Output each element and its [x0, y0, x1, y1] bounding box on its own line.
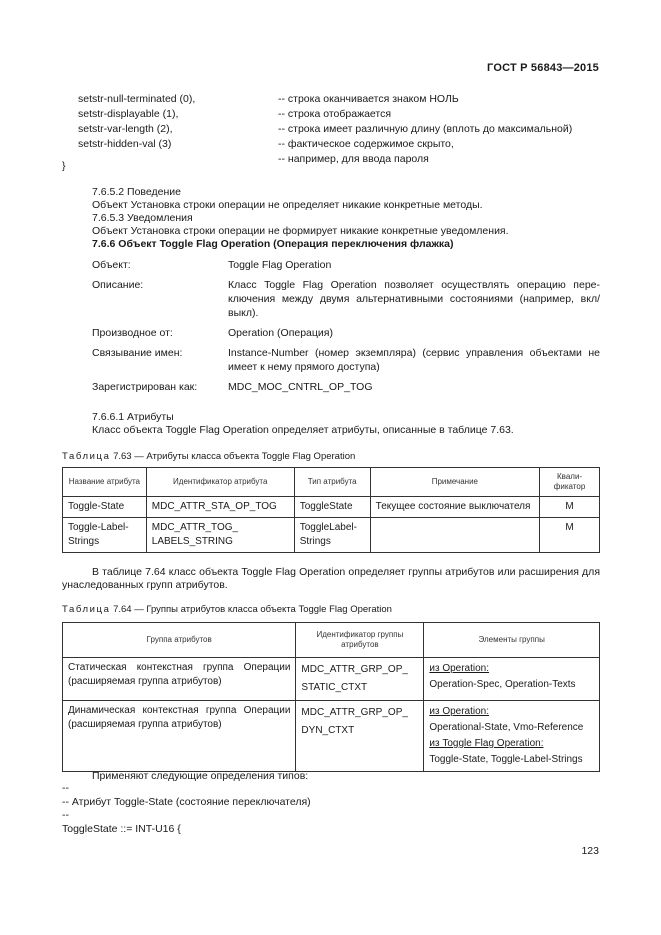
table-cell: Toggle-State	[63, 497, 147, 518]
section-heading-766: 7.6.6 Объект Toggle Flag Operation (Операция переключения флажка)	[92, 238, 454, 250]
group-id-cell: MDC_ATTR_GRP_OP_ STATIC_CTXT	[296, 658, 424, 701]
section-heading-7661: 7.6.6.1 Атрибуты	[92, 411, 174, 423]
code-comment: -- например, для ввода пароля	[278, 153, 429, 165]
definition-key: Связывание имен:	[92, 347, 183, 359]
code-identifier: setstr-null-terminated (0),	[78, 93, 196, 105]
code-close-brace: }	[62, 160, 66, 172]
group-element-line: из Toggle Flag Operation:	[429, 738, 544, 749]
table-7-64	[62, 622, 600, 772]
code-line: ToggleState ::= INT-U16 {	[62, 822, 181, 835]
table-row	[63, 658, 600, 701]
table-cell	[370, 518, 539, 553]
code-identifier: setstr-var-length (2),	[78, 123, 173, 135]
code-comment: -- строка имеет различную длину (вплоть до максимальной)	[278, 123, 573, 135]
column-header: Идентификатор группы атрибутов	[296, 623, 424, 658]
code-block-bottom	[62, 782, 311, 836]
definition-row	[92, 258, 600, 272]
table-cell: M	[540, 497, 600, 518]
definition-key: Описание:	[92, 279, 144, 291]
definition-value: Toggle Flag Operation	[228, 259, 332, 271]
table-cell: MDC_ATTR_TOG_ LABELS_STRING	[146, 518, 294, 553]
definition-value: Класс Toggle Flag Operation позволяет осуществлять операцию пере-ключения между двумя альтернативными состояниями (например, вкл/выкл).	[228, 279, 600, 319]
code-line	[62, 92, 602, 107]
table-cell: Текущее состояние выключателя	[370, 497, 539, 518]
code-line: --	[62, 809, 69, 821]
paragraph-764: В таблице 7.64 класс объекта Toggle Flag Operation определяет группы атрибутов или расширения для унаследованных групп атрибутов.	[62, 566, 600, 591]
column-header: Тип атрибута	[294, 468, 370, 497]
group-element-line: Operational-State, Vmo-Reference	[429, 722, 584, 733]
table63-caption: Таблица 7.63 — Атрибуты класса объекта Toggle Flag Operation	[62, 451, 356, 462]
column-header: Группа атрибутов	[63, 623, 296, 658]
table-cell: M	[540, 518, 600, 553]
table-cell: MDC_ATTR_STA_OP_TOG	[146, 497, 294, 518]
definition-key: Зарегистрирован как:	[92, 381, 198, 393]
definition-value: MDC_MOC_CNTRL_OP_TOG	[228, 381, 373, 393]
table-cell: ToggleState	[294, 497, 370, 518]
paragraph-types: Применяют следующие определения типов:	[92, 770, 309, 782]
group-name-cell: Статическая контекстная группа Операции (расширяемая группа атрибутов)	[63, 658, 296, 701]
table-cell: ToggleLabel-Strings	[294, 518, 370, 553]
column-header: Квали-фикатор	[540, 468, 600, 497]
table-row	[63, 518, 600, 553]
code-line	[62, 107, 602, 122]
definition-list	[92, 258, 600, 400]
definition-row	[92, 346, 600, 374]
section-text-7653: Объект Установка строки операции не формирует никакие конкретные уведомления.	[92, 225, 509, 237]
code-identifier: setstr-hidden-val (3)	[78, 138, 172, 150]
group-element-line: из Operation:	[429, 663, 490, 674]
code-comment: -- строка отображается	[278, 108, 392, 120]
definition-key: Производное от:	[92, 327, 173, 339]
column-header: Идентификатор атрибута	[146, 468, 294, 497]
page-number: 123	[581, 845, 599, 857]
code-block-top	[62, 92, 602, 167]
column-header: Примечание	[370, 468, 539, 497]
section-heading-7653: 7.6.5.3 Уведомления	[92, 212, 193, 224]
definition-row	[92, 380, 600, 394]
document-header: ГОСТ Р 56843—2015	[487, 62, 599, 74]
code-line: -- Атрибут Toggle-State (состояние переключателя)	[62, 795, 311, 808]
definition-row	[92, 278, 600, 320]
table-row	[63, 497, 600, 518]
definition-row	[92, 326, 600, 340]
table-7-63	[62, 467, 600, 553]
group-elements-cell	[424, 701, 600, 772]
group-elements-cell	[424, 658, 600, 701]
column-header: Название атрибута	[63, 468, 147, 497]
definition-value: Instance-Number (номер экземпляра) (сервис управления объектами не имеет к нему прямого доступа)	[228, 347, 600, 373]
group-element-line: из Operation:	[429, 706, 490, 717]
section-text-7661: Класс объекта Toggle Flag Operation определяет атрибуты, описанные в таблице 7.63.	[92, 424, 514, 436]
group-element-line: Operation-Spec, Operation-Texts	[429, 679, 576, 690]
table64-caption: Таблица 7.64 — Группы атрибутов класса объекта Toggle Flag Operation	[62, 604, 392, 615]
column-header: Элементы группы	[424, 623, 600, 658]
group-id-cell: MDC_ATTR_GRP_OP_ DYN_CTXT	[296, 701, 424, 772]
definition-value: Operation (Операция)	[228, 327, 333, 339]
code-comment: -- фактическое содержимое скрыто,	[278, 138, 454, 150]
code-line: --	[62, 782, 69, 794]
code-comment: -- строка оканчивается знаком НОЛЬ	[278, 93, 459, 105]
section-text-7652: Объект Установка строки операции не определяет никакие конкретные методы.	[92, 199, 483, 211]
table-cell: Toggle-Label-Strings	[63, 518, 147, 553]
group-element-line: Toggle-State, Toggle-Label-Strings	[429, 754, 583, 765]
code-line	[62, 137, 602, 152]
code-line	[62, 152, 602, 167]
section-heading-7652: 7.6.5.2 Поведение	[92, 186, 181, 198]
group-name-cell: Динамическая контекстная группа Операции (расширяемая группа атрибутов)	[63, 701, 296, 772]
code-identifier: setstr-displayable (1),	[78, 108, 179, 120]
definition-key: Объект:	[92, 259, 131, 271]
code-identifier	[62, 152, 278, 167]
code-line	[62, 122, 602, 137]
table-row	[63, 701, 600, 772]
